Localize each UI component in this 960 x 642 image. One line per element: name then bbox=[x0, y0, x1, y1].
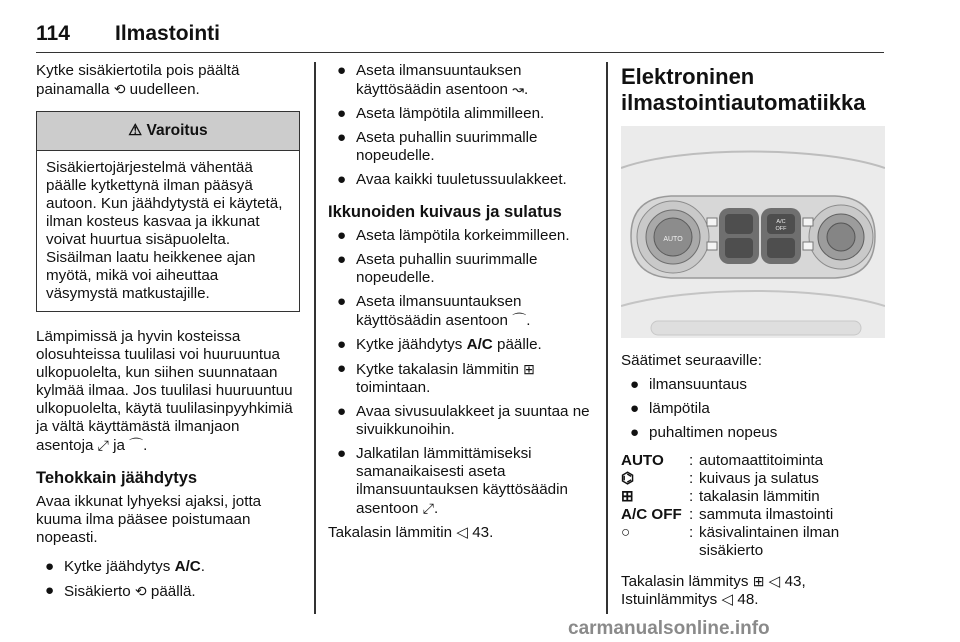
page-ref-icon: ◁ bbox=[721, 591, 734, 608]
face-vent-icon: ↝ bbox=[512, 81, 524, 97]
rear-window-heater-icon: ⊞ bbox=[752, 573, 765, 589]
page-ref-icon: ◁ bbox=[456, 524, 468, 541]
column-divider bbox=[314, 62, 316, 614]
list-item: ● Sisäkierto ⟲ päällä. bbox=[45, 582, 196, 600]
definition-value: automaattitoiminta bbox=[699, 452, 824, 469]
definition-value: takalasin lämmitin bbox=[699, 488, 820, 505]
list-item: ● Kytke jäähdytys A/C päälle. bbox=[337, 336, 542, 353]
list-item: ● Kytke takalasin lämmitin ⊞ toimintaan. bbox=[337, 360, 535, 396]
bullet-icon: ● bbox=[337, 105, 347, 122]
climate-control-figure bbox=[621, 126, 885, 338]
humidity-paragraph: Lämpimissä ja hyvin kosteissa olosuhteissa tuulilasi voi huuruuntua ulkopuolelta, kun siihen suunnataan kylmää ilmaa. Jos tuulilasi huuruuntuu ulkopuolelta, käytä tuulilasinpyyhkimiä ja vältä käyttämästä ilmanjaon asentoja ⤢ ja ⌒. bbox=[36, 328, 293, 454]
page-ref-icon: ◁ bbox=[768, 573, 781, 590]
intro-paragraph: Kytke sisäkiertotila pois päältä painamalla ⟲ uudelleen. bbox=[36, 62, 240, 98]
list-item: ● puhaltimen nopeus bbox=[630, 424, 778, 441]
list-item: ● Aseta lämpötila alimmilleen. bbox=[337, 105, 545, 122]
bullet-icon: ● bbox=[630, 376, 640, 393]
recirculation-icon: ○ bbox=[621, 524, 631, 541]
list-item: ● ilmansuuntaus bbox=[630, 376, 747, 393]
bullet-icon: ● bbox=[337, 251, 347, 268]
list-item: ● Avaa kaikki tuuletussuulakkeet. bbox=[337, 171, 567, 188]
bullet-icon: ● bbox=[337, 360, 347, 377]
cooling-paragraph: Avaa ikkunat lyhyeksi ajaksi, jotta kuuma ilma pääsee poistumaan nopeasti. bbox=[36, 493, 262, 546]
list-item: ● Kytke jäähdytys A/C. bbox=[45, 558, 205, 575]
bullet-icon: ● bbox=[337, 336, 347, 353]
rear-window-heater-icon: ⊞ bbox=[621, 488, 634, 505]
section-heading: Ikkunoiden kuivaus ja sulatus bbox=[328, 203, 562, 221]
bullet-icon: ● bbox=[337, 129, 347, 146]
defrost-max-icon: ⌬ bbox=[621, 470, 635, 487]
windscreen-icon: ⌒ bbox=[129, 437, 144, 453]
section-heading: Tehokkain jäähdytys bbox=[36, 469, 198, 487]
definition-key: AUTO bbox=[621, 452, 664, 469]
section-title: Elektroninen ilmastointiautomatiikka bbox=[621, 64, 866, 115]
defrost-list bbox=[328, 227, 592, 518]
off-button-label: OFF bbox=[775, 226, 787, 232]
cross-reference: Takalasin lämmitin ◁ 43. bbox=[328, 524, 494, 541]
ac-button-label: A/C bbox=[776, 219, 786, 225]
bullet-icon: ● bbox=[337, 293, 347, 310]
column-divider bbox=[606, 62, 608, 614]
page-title: Ilmastointi bbox=[115, 22, 221, 45]
warning-body: Sisäkiertojärjestelmä vähentää päälle kytkettynä ilman pääsyä autoon. Kun jäähdytystä ei käytetä, ilman kosteus kasvaa ja ikkunat voivat huurtua sisäpuolelta. Sisäilman laatu heikkenee ajan myötä, mikä voi aiheuttaa väsymystä matkustajille. bbox=[46, 159, 283, 302]
bullet-icon: ● bbox=[630, 400, 640, 417]
cooling-list bbox=[36, 558, 300, 601]
list-item: ● Jalkatilan lämmittämiseksi samanaikaisesti aseta ilmansuuntauksen käyttösäädin asentoon ⤢. bbox=[337, 445, 568, 517]
bullet-icon: ● bbox=[337, 171, 347, 188]
warning-box bbox=[36, 111, 300, 312]
recirculation-car-icon: ⟲ bbox=[113, 81, 126, 97]
windscreen-feet-icon: ⤢ bbox=[422, 500, 434, 516]
bullet-icon: ● bbox=[337, 403, 347, 420]
bullet-icon: ● bbox=[337, 62, 347, 79]
auto-button-label: AUTO bbox=[663, 236, 683, 243]
rear-window-heater-icon: ⊞ bbox=[523, 361, 535, 377]
warning-header: ⚠ Varoitus bbox=[37, 112, 299, 151]
list-item: ● Aseta puhallin suurimmalle nopeudelle. bbox=[337, 251, 538, 286]
definition-value: kuivaus ja sulatus bbox=[699, 470, 819, 487]
cooling-list-continued bbox=[328, 62, 592, 189]
windscreen-feet-icon: ⤢ bbox=[97, 437, 109, 453]
bullet-icon: ● bbox=[337, 445, 347, 462]
column-1 bbox=[36, 62, 300, 607]
recirculation-car-icon: ⟲ bbox=[134, 583, 147, 599]
warning-icon: ⚠ bbox=[128, 122, 143, 139]
definition-list: AUTO : automaattitoiminta ⌬ : kuivaus ja sulatus ⊞ : takalasin lämmitin A/C OFF : sammuta ilmastointi ○ : käsivalintainen ilman sisäkierto bbox=[621, 452, 885, 560]
watermark: carmanualsonline.info bbox=[568, 618, 770, 639]
page-number: 114 bbox=[36, 22, 70, 45]
bullet-icon: ● bbox=[45, 558, 55, 575]
column-2 bbox=[328, 62, 592, 542]
list-item: ● lämpötila bbox=[630, 400, 710, 417]
list-item: ● Aseta puhallin suurimmalle nopeudelle. bbox=[337, 129, 538, 164]
list-item: ● Aseta ilmansuuntauksen käyttösäädin asentoon ↝. bbox=[337, 62, 529, 98]
page-header bbox=[36, 22, 884, 53]
bullet-icon: ● bbox=[337, 227, 347, 244]
list-item: ● Aseta ilmansuuntauksen käyttösäädin asentoon ⌒. bbox=[337, 293, 531, 329]
controls-intro: Säätimet seuraaville: bbox=[621, 352, 762, 369]
climate-panel-illustration bbox=[621, 126, 885, 338]
definition-value: sammuta ilmastointi bbox=[699, 506, 834, 523]
cross-reference: Takalasin lämmitys ⊞ ◁ 43, Istuinlämmitys ◁ 48. bbox=[621, 573, 806, 608]
definition-value: käsivalintainen ilman sisäkierto bbox=[699, 524, 840, 559]
column-3 bbox=[621, 62, 885, 609]
list-item: ● Avaa sivusuulakkeet ja suuntaa ne sivuikkunoihin. bbox=[337, 403, 590, 438]
bullet-icon: ● bbox=[630, 424, 640, 441]
bullet-icon: ● bbox=[45, 582, 55, 599]
controls-list bbox=[621, 376, 885, 442]
windscreen-icon: ⌒ bbox=[512, 312, 527, 328]
list-item: ● Aseta lämpötila korkeimmilleen. bbox=[337, 227, 570, 244]
definition-key: A/C OFF bbox=[621, 506, 682, 523]
